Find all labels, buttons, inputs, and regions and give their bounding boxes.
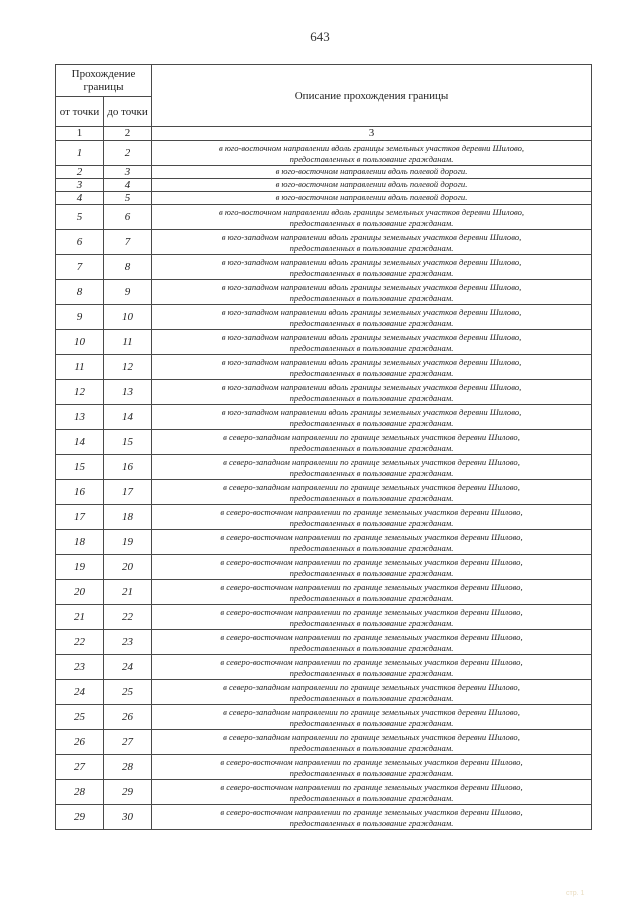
description-cell — [152, 680, 592, 705]
table-row — [56, 405, 592, 430]
description-cell — [152, 405, 592, 430]
description-line: предоставленных в пользование гражданам. — [289, 242, 454, 253]
table-row — [56, 605, 592, 630]
description-line: в юго-западном направлении вдоль границы земельных участков деревни Шилово, — [221, 332, 522, 343]
description-cell — [152, 355, 592, 380]
description-line: предоставленных в пользование гражданам. — [289, 742, 454, 753]
description-cell — [152, 630, 592, 655]
description-line: предоставленных в пользование гражданам. — [289, 367, 454, 378]
to-point-cell: 17 — [104, 480, 152, 505]
description-line: предоставленных в пользование гражданам. — [289, 292, 454, 303]
to-point-cell: 18 — [104, 505, 152, 530]
description-line: предоставленных в пользование гражданам. — [289, 717, 454, 728]
table-row — [56, 530, 592, 555]
table-row — [56, 230, 592, 255]
description-cell — [152, 505, 592, 530]
description-line: в северо-восточном направлении по границе земельных участков деревни Шилово, — [220, 782, 523, 793]
description-cell — [152, 580, 592, 605]
table-row — [56, 505, 592, 530]
description-cell — [152, 555, 592, 580]
description-cell — [152, 280, 592, 305]
description-cell — [152, 305, 592, 330]
to-point-cell: 23 — [104, 630, 152, 655]
to-point-cell: 14 — [104, 405, 152, 430]
to-point-cell: 9 — [104, 280, 152, 305]
table-row — [56, 355, 592, 380]
to-point-cell: 25 — [104, 680, 152, 705]
description-line: предоставленных в пользование гражданам. — [289, 542, 454, 553]
description-line: в юго-западном направлении вдоль границы земельных участков деревни Шилово, — [221, 307, 522, 318]
to-point-cell: 15 — [104, 430, 152, 455]
to-point-cell: 7 — [104, 230, 152, 255]
description-cell — [152, 192, 592, 205]
to-point-cell: 29 — [104, 780, 152, 805]
description-cell — [152, 530, 592, 555]
to-point-cell: 22 — [104, 605, 152, 630]
from-point-cell: 5 — [56, 205, 104, 230]
description-line: предоставленных в пользование гражданам. — [289, 442, 454, 453]
description-line: в юго-восточном направлении вдоль полевой дороги. — [275, 179, 468, 190]
description-line: в северо-восточном направлении по границе земельных участков деревни Шилово, — [220, 757, 523, 768]
table-body — [56, 141, 592, 830]
table-row — [56, 205, 592, 230]
to-point-cell: 27 — [104, 730, 152, 755]
description-line: предоставленных в пользование гражданам. — [289, 592, 454, 603]
description-line: в юго-западном направлении вдоль границы земельных участков деревни Шилово, — [221, 282, 522, 293]
from-point-cell: 11 — [56, 355, 104, 380]
table-row — [56, 280, 592, 305]
description-line: предоставленных в пользование гражданам. — [289, 342, 454, 353]
from-point-cell: 6 — [56, 230, 104, 255]
to-point-cell: 21 — [104, 580, 152, 605]
from-point-cell: 14 — [56, 430, 104, 455]
to-point-cell: 19 — [104, 530, 152, 555]
table-row — [56, 192, 592, 205]
description-cell — [152, 805, 592, 830]
from-point-cell: 12 — [56, 380, 104, 405]
to-point-cell: 8 — [104, 255, 152, 280]
description-cell — [152, 455, 592, 480]
description-cell — [152, 205, 592, 230]
page-number: 643 — [310, 29, 330, 44]
description-cell — [152, 255, 592, 280]
description-line: предоставленных в пользование гражданам. — [289, 217, 454, 228]
description-line: в северо-восточном направлении по границе земельных участков деревни Шилово, — [220, 532, 523, 543]
description-line: в северо-восточном направлении по границе земельных участков деревни Шилово, — [220, 632, 523, 643]
to-point-cell: 5 — [104, 192, 152, 205]
description-cell — [152, 166, 592, 179]
description-line: в юго-западном направлении вдоль границы земельных участков деревни Шилово, — [221, 357, 522, 368]
boundary-table — [55, 64, 592, 830]
table-row — [56, 755, 592, 780]
description-line: в северо-восточном направлении по границе земельных участков деревни Шилово, — [220, 507, 523, 518]
description-line: в северо-восточном направлении по границе земельных участков деревни Шилово, — [220, 807, 523, 818]
to-point-cell: 13 — [104, 380, 152, 405]
to-point-cell: 12 — [104, 355, 152, 380]
description-line: предоставленных в пользование гражданам. — [289, 417, 454, 428]
from-point-cell: 17 — [56, 505, 104, 530]
description-cell — [152, 480, 592, 505]
description-line: в северо-восточном направлении по границе земельных участков деревни Шилово, — [220, 607, 523, 618]
description-line: предоставленных в пользование гражданам. — [289, 642, 454, 653]
column-number: 1 — [56, 127, 104, 141]
description-line: предоставленных в пользование гражданам. — [289, 317, 454, 328]
to-point-cell: 20 — [104, 555, 152, 580]
description-cell — [152, 605, 592, 630]
header-description: Описание прохождения границы — [152, 65, 592, 127]
description-line: в северо-восточном направлении по границе земельных участков деревни Шилово, — [220, 657, 523, 668]
table-row — [56, 380, 592, 405]
description-cell — [152, 230, 592, 255]
description-cell — [152, 755, 592, 780]
table-row — [56, 555, 592, 580]
from-point-cell: 8 — [56, 280, 104, 305]
from-point-cell: 25 — [56, 705, 104, 730]
description-line: в северо-западном направлении по границе земельных участков деревни Шилово, — [223, 432, 520, 443]
table-row — [56, 680, 592, 705]
from-point-cell: 13 — [56, 405, 104, 430]
description-cell — [152, 705, 592, 730]
description-line: в юго-восточном направлении вдоль полевой дороги. — [275, 192, 468, 203]
description-line: предоставленных в пользование гражданам. — [289, 792, 454, 803]
description-line: в юго-восточном направлении вдоль границы земельных участков деревни Шилово, — [218, 143, 525, 154]
from-point-cell: 21 — [56, 605, 104, 630]
table-row — [56, 780, 592, 805]
to-point-cell: 2 — [104, 141, 152, 166]
description-cell — [152, 380, 592, 405]
table-row — [56, 330, 592, 355]
from-point-cell: 16 — [56, 480, 104, 505]
description-cell — [152, 179, 592, 192]
description-line: предоставленных в пользование гражданам. — [289, 153, 454, 164]
description-line: предоставленных в пользование гражданам. — [289, 667, 454, 678]
from-point-cell: 26 — [56, 730, 104, 755]
description-line: предоставленных в пользование гражданам. — [289, 567, 454, 578]
description-line: предоставленных в пользование гражданам. — [289, 617, 454, 628]
description-line: предоставленных в пользование гражданам. — [289, 817, 454, 828]
from-point-cell: 2 — [56, 166, 104, 179]
description-line: в северо-западном направлении по границе земельных участков деревни Шилово, — [223, 482, 520, 493]
description-line: в северо-западном направлении по границе земельных участков деревни Шилово, — [223, 732, 520, 743]
table-row — [56, 305, 592, 330]
from-point-cell: 15 — [56, 455, 104, 480]
from-point-cell: 10 — [56, 330, 104, 355]
description-cell — [152, 780, 592, 805]
description-line: в юго-западном направлении вдоль границы земельных участков деревни Шилово, — [221, 232, 522, 243]
description-line: в северо-западном направлении по границе земельных участков деревни Шилово, — [223, 457, 520, 468]
description-line: в юго-восточном направлении вдоль полевой дороги. — [275, 166, 468, 177]
description-line: предоставленных в пользование гражданам. — [289, 267, 454, 278]
header-from-point: от точки — [56, 97, 104, 127]
from-point-cell: 1 — [56, 141, 104, 166]
column-number-row — [56, 127, 592, 141]
description-line: в юго-западном направлении вдоль границы земельных участков деревни Шилово, — [221, 407, 522, 418]
table-row — [56, 179, 592, 192]
to-point-cell: 11 — [104, 330, 152, 355]
description-line: предоставленных в пользование гражданам. — [289, 517, 454, 528]
to-point-cell: 10 — [104, 305, 152, 330]
description-line: в юго-восточном направлении вдоль границы земельных участков деревни Шилово, — [218, 207, 525, 218]
description-line: предоставленных в пользование гражданам. — [289, 467, 454, 478]
description-line: предоставленных в пользование гражданам. — [289, 492, 454, 503]
description-line: в юго-западном направлении вдоль границы земельных участков деревни Шилово, — [221, 257, 522, 268]
to-point-cell: 28 — [104, 755, 152, 780]
description-line: предоставленных в пользование гражданам. — [289, 692, 454, 703]
table-row — [56, 166, 592, 179]
description-line: в северо-западном направлении по границе земельных участков деревни Шилово, — [223, 707, 520, 718]
from-point-cell: 18 — [56, 530, 104, 555]
description-line: в юго-западном направлении вдоль границы земельных участков деревни Шилово, — [221, 382, 522, 393]
description-line: в северо-восточном направлении по границе земельных участков деревни Шилово, — [220, 557, 523, 568]
from-point-cell: 9 — [56, 305, 104, 330]
description-line: предоставленных в пользование гражданам. — [289, 392, 454, 403]
table-row — [56, 705, 592, 730]
from-point-cell: 20 — [56, 580, 104, 605]
to-point-cell: 6 — [104, 205, 152, 230]
description-cell — [152, 430, 592, 455]
table-row — [56, 580, 592, 605]
description-cell — [152, 330, 592, 355]
description-line: в северо-западном направлении по границе земельных участков деревни Шилово, — [223, 682, 520, 693]
from-point-cell: 4 — [56, 192, 104, 205]
description-cell — [152, 655, 592, 680]
column-number: 3 — [152, 127, 592, 141]
to-point-cell: 16 — [104, 455, 152, 480]
table-row — [56, 730, 592, 755]
from-point-cell: 23 — [56, 655, 104, 680]
header-to-point: до точки — [104, 97, 152, 127]
description-line: в северо-восточном направлении по границе земельных участков деревни Шилово, — [220, 582, 523, 593]
to-point-cell: 24 — [104, 655, 152, 680]
from-point-cell: 29 — [56, 805, 104, 830]
to-point-cell: 26 — [104, 705, 152, 730]
header-passage: Прохождение границы — [56, 65, 152, 97]
from-point-cell: 28 — [56, 780, 104, 805]
table-row — [56, 430, 592, 455]
table-row — [56, 455, 592, 480]
scan-stamp: стр. 1 — [566, 890, 585, 897]
from-point-cell: 7 — [56, 255, 104, 280]
table-row — [56, 141, 592, 166]
from-point-cell: 27 — [56, 755, 104, 780]
table-row — [56, 655, 592, 680]
table-row — [56, 255, 592, 280]
table-row — [56, 630, 592, 655]
from-point-cell: 19 — [56, 555, 104, 580]
description-line: предоставленных в пользование гражданам. — [289, 767, 454, 778]
table-row — [56, 480, 592, 505]
from-point-cell: 24 — [56, 680, 104, 705]
to-point-cell: 30 — [104, 805, 152, 830]
description-cell — [152, 141, 592, 166]
to-point-cell: 3 — [104, 166, 152, 179]
description-cell — [152, 730, 592, 755]
from-point-cell: 3 — [56, 179, 104, 192]
table-row — [56, 805, 592, 830]
to-point-cell: 4 — [104, 179, 152, 192]
from-point-cell: 22 — [56, 630, 104, 655]
column-number: 2 — [104, 127, 152, 141]
